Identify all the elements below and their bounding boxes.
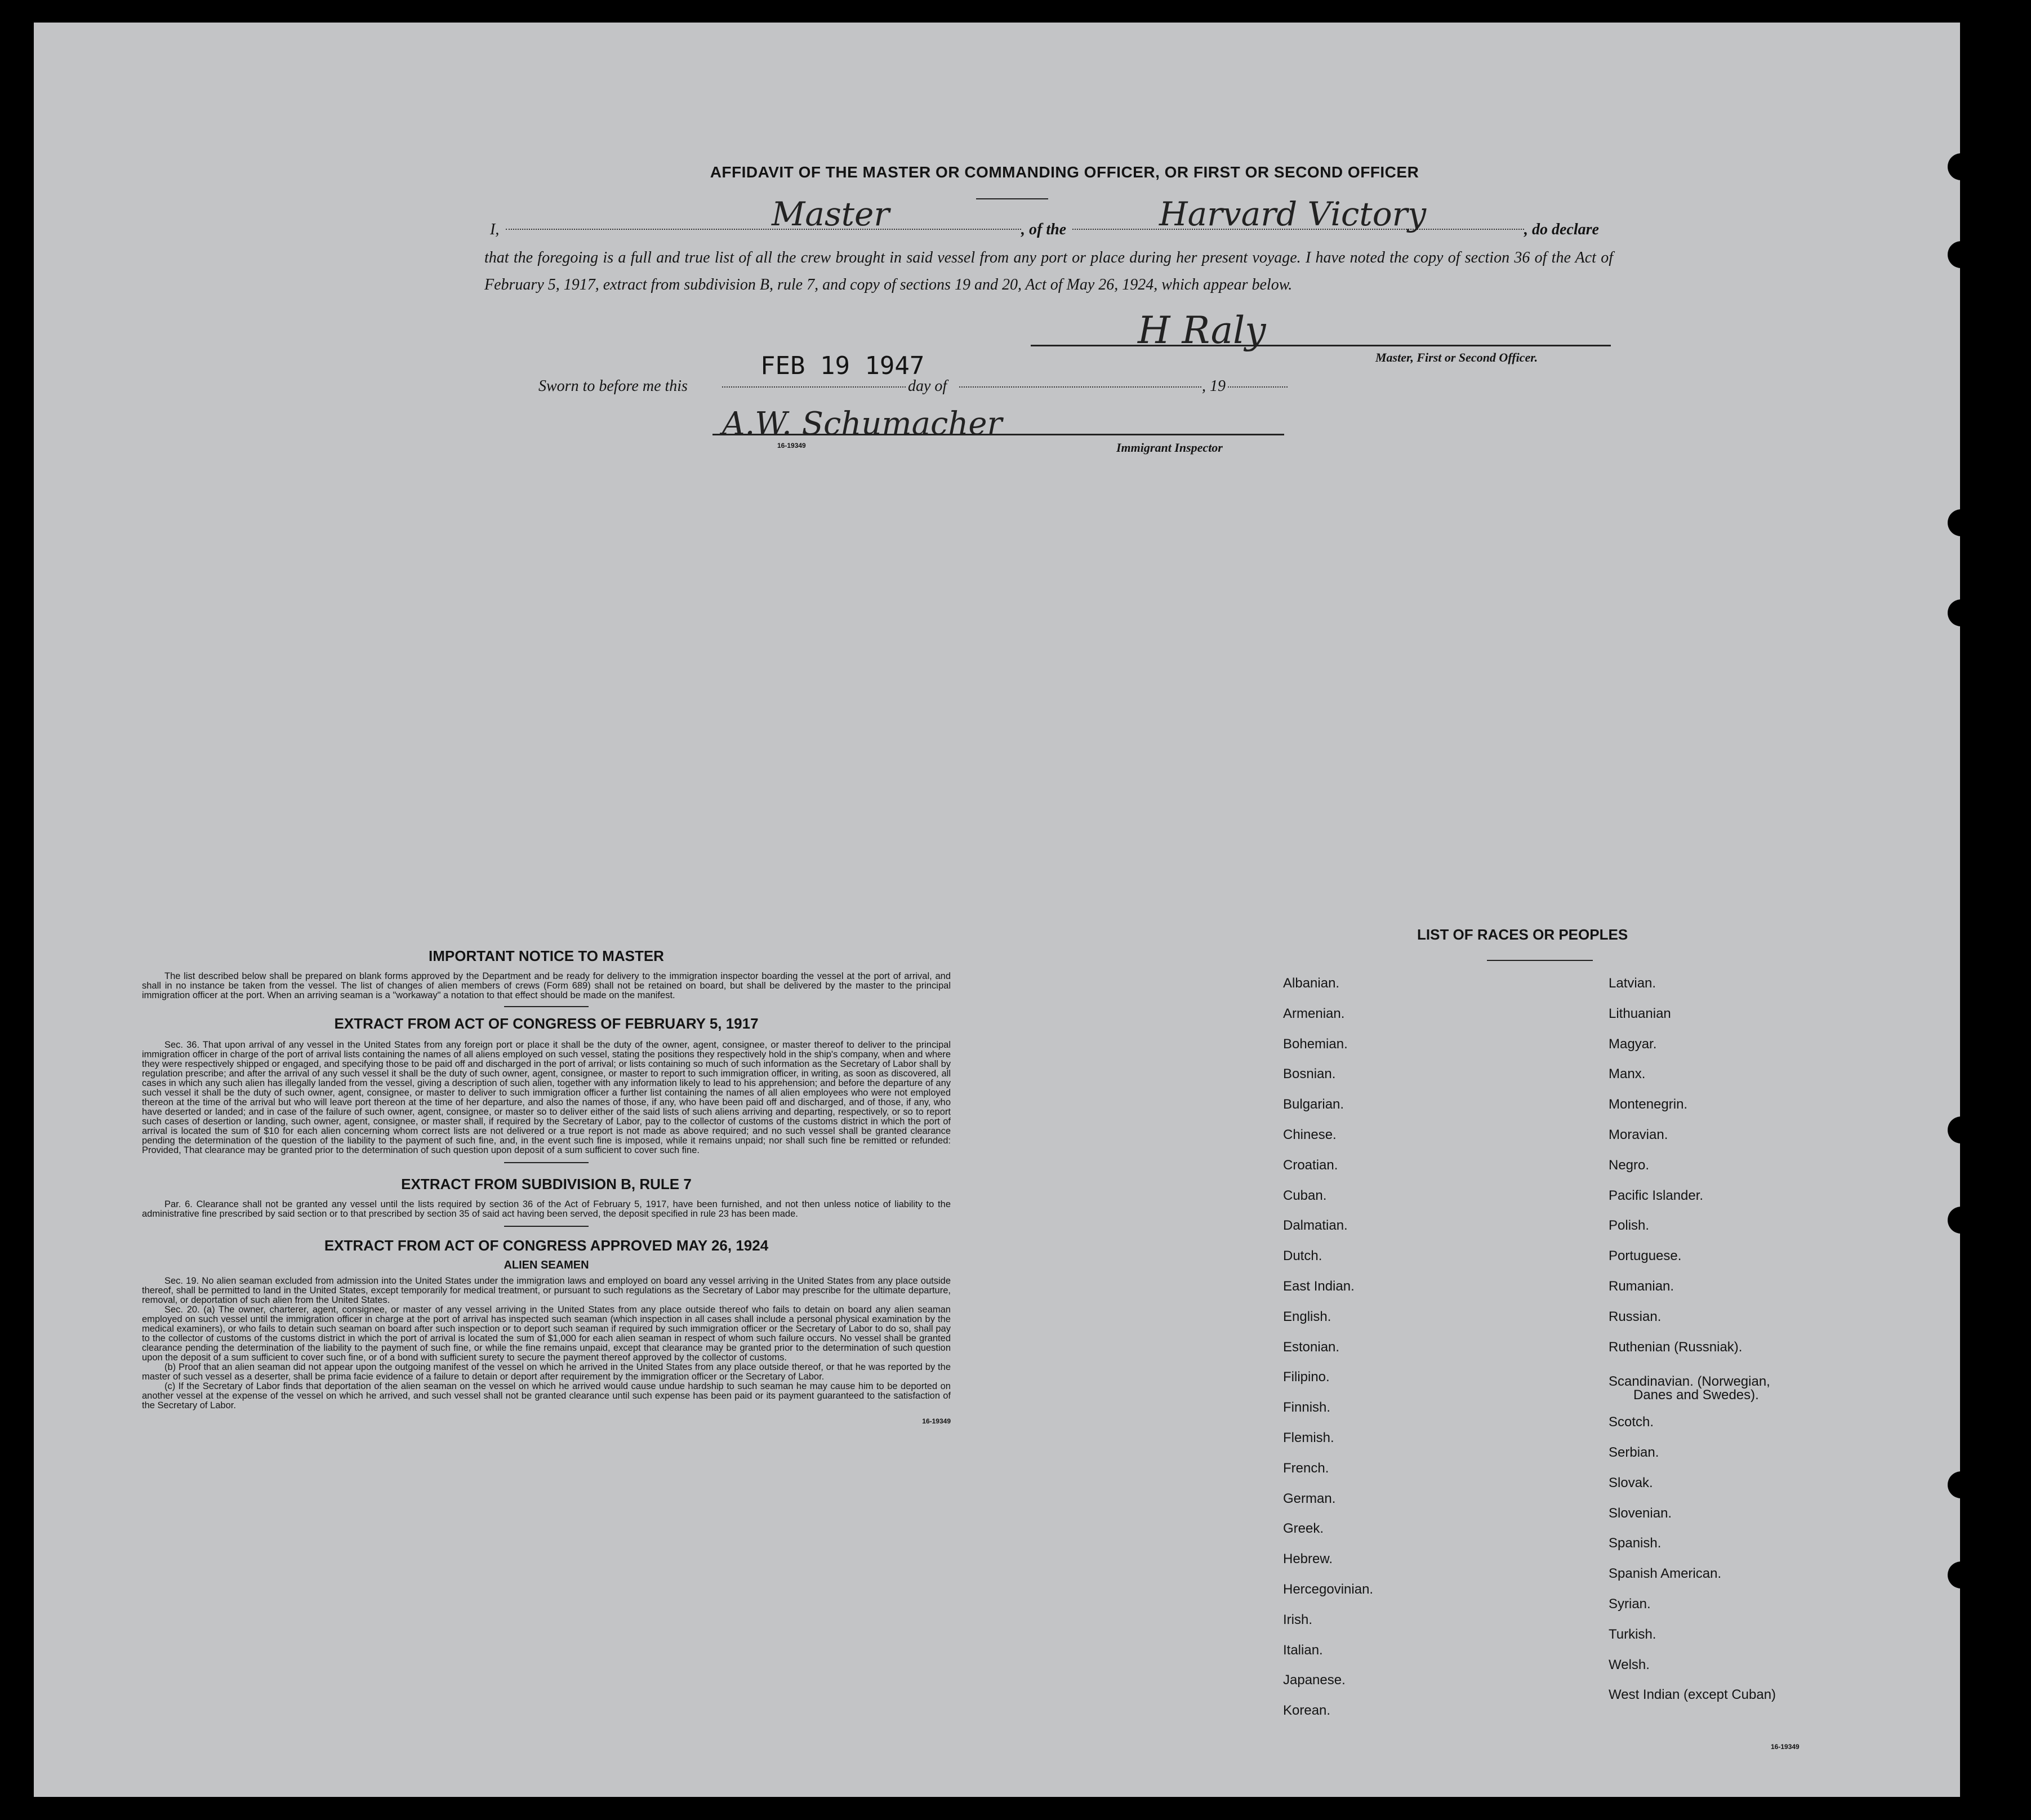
race-item: Bohemian. — [1283, 1036, 1348, 1052]
race-item: East Indian. — [1283, 1279, 1355, 1294]
races-divider — [1487, 960, 1593, 961]
section-divider — [504, 1162, 589, 1163]
extract-1917-title: EXTRACT FROM ACT OF CONGRESS OF FEBRUARY 5, 1917 — [334, 1015, 759, 1032]
vessel-handwritten: Harvard Victory — [1159, 195, 1427, 233]
sworn-month-line — [959, 386, 1201, 388]
race-item: Finnish. — [1283, 1400, 1331, 1415]
binder-hole — [1948, 1471, 1960, 1498]
race-item: Japanese. — [1283, 1672, 1346, 1688]
binder-hole — [1948, 509, 1960, 536]
race-item: Chinese. — [1283, 1127, 1337, 1142]
race-item: Scandinavian. (Norwegian, — [1609, 1374, 1770, 1389]
races-form-number: 16-19349 — [1771, 1743, 1800, 1751]
extract-1924-sec19: Sec. 19. No alien seaman excluded from admission into the United States under the immigration laws and employed on board any vessel arriving in the United States from any place outside thereof, shall be permitted to land in the United States, except temporarily for medical treatment, or pursuant to such regulations as the Secretary of Labor may prescribe for the ultimate departure, removal, or deportation of such alien from the United States. — [142, 1276, 951, 1305]
master-caption: Master, First or Second Officer. — [1375, 350, 1538, 364]
races-title: LIST OF RACES OR PEOPLES — [1417, 926, 1628, 943]
title-divider — [976, 198, 1048, 199]
year-label: , 19 — [1202, 377, 1226, 395]
race-item: Polish. — [1609, 1218, 1650, 1233]
race-item: Flemish. — [1283, 1430, 1334, 1445]
sworn-year-line — [1228, 386, 1288, 388]
race-item: Serbian. — [1609, 1445, 1659, 1460]
race-item: English. — [1283, 1309, 1331, 1324]
race-item: Pacific Islander. — [1609, 1188, 1704, 1203]
binder-hole — [1948, 1116, 1960, 1143]
race-item: Bulgarian. — [1283, 1097, 1344, 1112]
inspector-signature-line — [712, 434, 1284, 435]
binder-hole — [1948, 153, 1960, 180]
race-item: Manx. — [1609, 1066, 1646, 1082]
race-item: Moravian. — [1609, 1127, 1668, 1142]
race-item: Montenegrin. — [1609, 1097, 1688, 1112]
race-item: Syrian. — [1609, 1596, 1651, 1612]
race-item: Slovak. — [1609, 1475, 1653, 1490]
sworn-day-line — [722, 386, 906, 388]
extract-rule7-title: EXTRACT FROM SUBDIVISION B, RULE 7 — [401, 1176, 692, 1192]
race-item: French. — [1283, 1461, 1329, 1476]
race-item: Korean. — [1283, 1703, 1331, 1718]
inspector-caption: Immigrant Inspector — [1116, 440, 1223, 455]
race-item: West Indian (except Cuban) — [1609, 1687, 1776, 1702]
race-item: Magyar. — [1609, 1036, 1657, 1052]
declare-label: , do declare — [1524, 221, 1599, 238]
race-item: Hercegovinian. — [1283, 1582, 1374, 1597]
race-item: Scotch. — [1609, 1414, 1654, 1430]
race-item: Dalmatian. — [1283, 1218, 1348, 1233]
master-signature-line — [1031, 345, 1611, 346]
race-item: Irish. — [1283, 1612, 1313, 1627]
race-item: Ruthenian (Russniak). — [1609, 1340, 1743, 1355]
binder-hole — [1948, 1561, 1960, 1588]
race-item: Armenian. — [1283, 1006, 1345, 1021]
notice-title: IMPORTANT NOTICE TO MASTER — [429, 947, 664, 964]
extract-1924-subtitle: ALIEN SEAMEN — [504, 1259, 589, 1271]
notice-text: The list described below shall be prepared on blank forms approved by the Department and be ready for delivery to the immigration inspector boarding the vessel at the port of arrival, and shall in no instance be taken from the vessel. The list of changes of alien members of crews (Form 689) shall not be retained on board, but shall be delivered by the master to the principal immigration officer at the port. When an arriving seaman is a "workaway" a notation to that effect should be made on the manifest. — [142, 971, 951, 1000]
name-line — [506, 229, 1021, 230]
of-the-label: , of the — [1021, 221, 1067, 238]
extract-1924-sec20a: Sec. 20. (a) The owner, charterer, agent, consignee, or master of any vessel arriving in the United States from any place outside thereof who fails to detain on board any alien seaman employed on such vessel until the immigration officer in charge at the port of arrival has inspected such seaman (which inspection in all cases shall include a personal physical examination by the medical examiners), or who fails to detain such seaman on board after such inspection or to deport such seaman if required by such immigration officer or the Secretary of Labor to do so, shall pay to the collector of customs of the customs district in which the port of arrival is located the sum of $1,000 for each alien seaman in respect of whom such failure occurs. No vessel shall be granted clearance pending the determination of the liability to the payment of such fine, or while the fine remains unpaid, except that clearance may be granted prior to the determination of such question upon the deposit of a sum sufficient to cover such fine, or of a bond with sufficient surety to secure the payment thereof approved by the collector of customs. — [142, 1305, 951, 1363]
section-divider — [504, 1226, 589, 1227]
race-item: Portuguese. — [1609, 1248, 1682, 1263]
race-item: Danes and Swedes). — [1633, 1387, 1759, 1403]
declaration-text: that the foregoing is a full and true list of all the crew brought in said vessel from any port or place during her present voyage. I have noted the copy of section 36 of the Act of February 5, 1917, extract from subdivision B, rule 7, and copy of sections 19 and 20, Act of May 26, 1924, which appear below. — [484, 249, 1613, 293]
extract-rule7-text: Par. 6. Clearance shall not be granted any vessel until the lists required by section 36 of the Act of February 5, 1917, have been furnished, and not then unless notice of liability to the administrative fine prescribed by said section or to that prescribed by section 35 of said act having been served, the deposit specified in rule 23 has been made. — [142, 1199, 951, 1219]
master-signature: H Raly — [1138, 309, 1266, 352]
affidavit-title: AFFIDAVIT OF THE MASTER OR COMMANDING OFFICER, OR FIRST OR SECOND OFFICER — [710, 163, 1419, 181]
extract-1924-sec20b: (b) Proof that an alien seaman did not appear upon the outgoing manifest of the vessel on which he arrived in the United States from any place outside thereof, or that he was reported by the master of such vessel as a deserter, shall be prima facie evidence of a failure to detain or deport after requirement by the immigration officer or the Secretary of Labor. — [142, 1362, 951, 1382]
race-item: Spanish American. — [1609, 1566, 1722, 1581]
race-item: Italian. — [1283, 1643, 1323, 1658]
extract-1924-sec20c: (c) If the Secretary of Labor finds that deportation of the alien seaman on the vessel on which he arrived would cause undue hardship to such seaman he may cause him to be deported on another vessel at the expense of the vessel on which he arrived, and such vessel shall not be granted clearance until such expense has been paid or its payment guaranteed to the satisfaction of the Secretary of Labor. — [142, 1381, 951, 1410]
extracts-form-number: 16-19349 — [922, 1417, 951, 1425]
binder-hole — [1948, 599, 1960, 626]
manifest-page — [34, 23, 1960, 1797]
extracts-column — [142, 947, 951, 1425]
day-of-label: day of — [908, 377, 947, 395]
race-item: Croatian. — [1283, 1158, 1338, 1173]
sworn-label: Sworn to before me this — [538, 377, 688, 395]
race-item: Hebrew. — [1283, 1551, 1333, 1567]
race-item: Cuban. — [1283, 1188, 1327, 1203]
race-item: Latvian. — [1609, 976, 1656, 991]
form-number: 16-19349 — [777, 442, 806, 450]
race-item: Russian. — [1609, 1309, 1662, 1324]
date-stamp: FEB 19 1947 — [760, 351, 925, 380]
race-item: Welsh. — [1609, 1657, 1650, 1672]
section-divider — [504, 1006, 589, 1007]
binder-hole — [1948, 241, 1960, 268]
race-item: Negro. — [1609, 1158, 1650, 1173]
race-item: Turkish. — [1609, 1627, 1656, 1642]
race-item: German. — [1283, 1491, 1336, 1506]
race-item: Dutch. — [1283, 1248, 1322, 1263]
inspector-signature: A.W. Schumacher — [722, 406, 1003, 442]
race-item: Estonian. — [1283, 1340, 1340, 1355]
race-item: Greek. — [1283, 1521, 1324, 1536]
race-item: Lithuanian — [1609, 1006, 1671, 1021]
race-item: Filipino. — [1283, 1369, 1330, 1385]
name-handwritten: Master — [772, 195, 890, 233]
race-item: Bosnian. — [1283, 1066, 1336, 1082]
race-item: Rumanian. — [1609, 1279, 1674, 1294]
i-label: I, — [490, 221, 500, 238]
race-item: Spanish. — [1609, 1536, 1662, 1551]
race-item: Albanian. — [1283, 976, 1340, 991]
extract-1924-title: EXTRACT FROM ACT OF CONGRESS APPROVED MAY 26, 1924 — [324, 1237, 769, 1254]
race-item: Slovenian. — [1609, 1506, 1672, 1521]
extract-1917-text: Sec. 36. That upon arrival of any vessel in the United States from any foreign port or place it shall be the duty of the owner, agent, consignee, or master thereof to deliver to the principal immigration officer in charge of the port of arrival lists containing the names of all aliens employed on such vessel, stating the positions they respectively hold in the ship's company, when and where they were respectively shipped or engaged, and specifying those to be paid off and discharged in the port of arrival; or lists containing so much of such information as the Secretary of Labor shall by regulation prescribe; and after the arrival of any such vessel it shall be the duty of such owner, agent, consignee, or master to report to such immigration officer, in writing, as soon as discovered, all cases in which any such alien has illegally landed from the vessel, giving a description of such alien, together with any information likely to lead to his apprehension; and before the departure of any such vessel it shall be the duty of such owner, agent, consignee, or master to deliver to such immigration officer a further list containing the names of all alien employees who were not employed thereon at the time of the arrival but who will leave port thereon at the time of her departure, and also the names of those, if any, who have been paid off and discharged, and of those, if any, who have deserted or landed; and in case of the failure of such owner, agent, consignee, or master so to deliver either of the said lists of such aliens arriving and departing, respectively, or so to report such cases of desertion or landing, such owner, agent, consignee, or master shall, if required by the Secretary of Labor, pay to the collector of customs of the customs district in which the port of arrival is located the sum of $10 for each alien concerning whom correct lists are not delivered or a true report is not made as above required; and no such vessel shall be granted clearance pending the determination of the question of the liability to the payment of such fine, and, in the event such fine is imposed, while it remains unpaid; nor shall such fine be remitted or refunded: Provided, That clearance may be granted prior to the determination of such question upon deposit of a sum sufficient to cover such fine. — [142, 1040, 951, 1155]
binder-hole — [1948, 1207, 1960, 1234]
